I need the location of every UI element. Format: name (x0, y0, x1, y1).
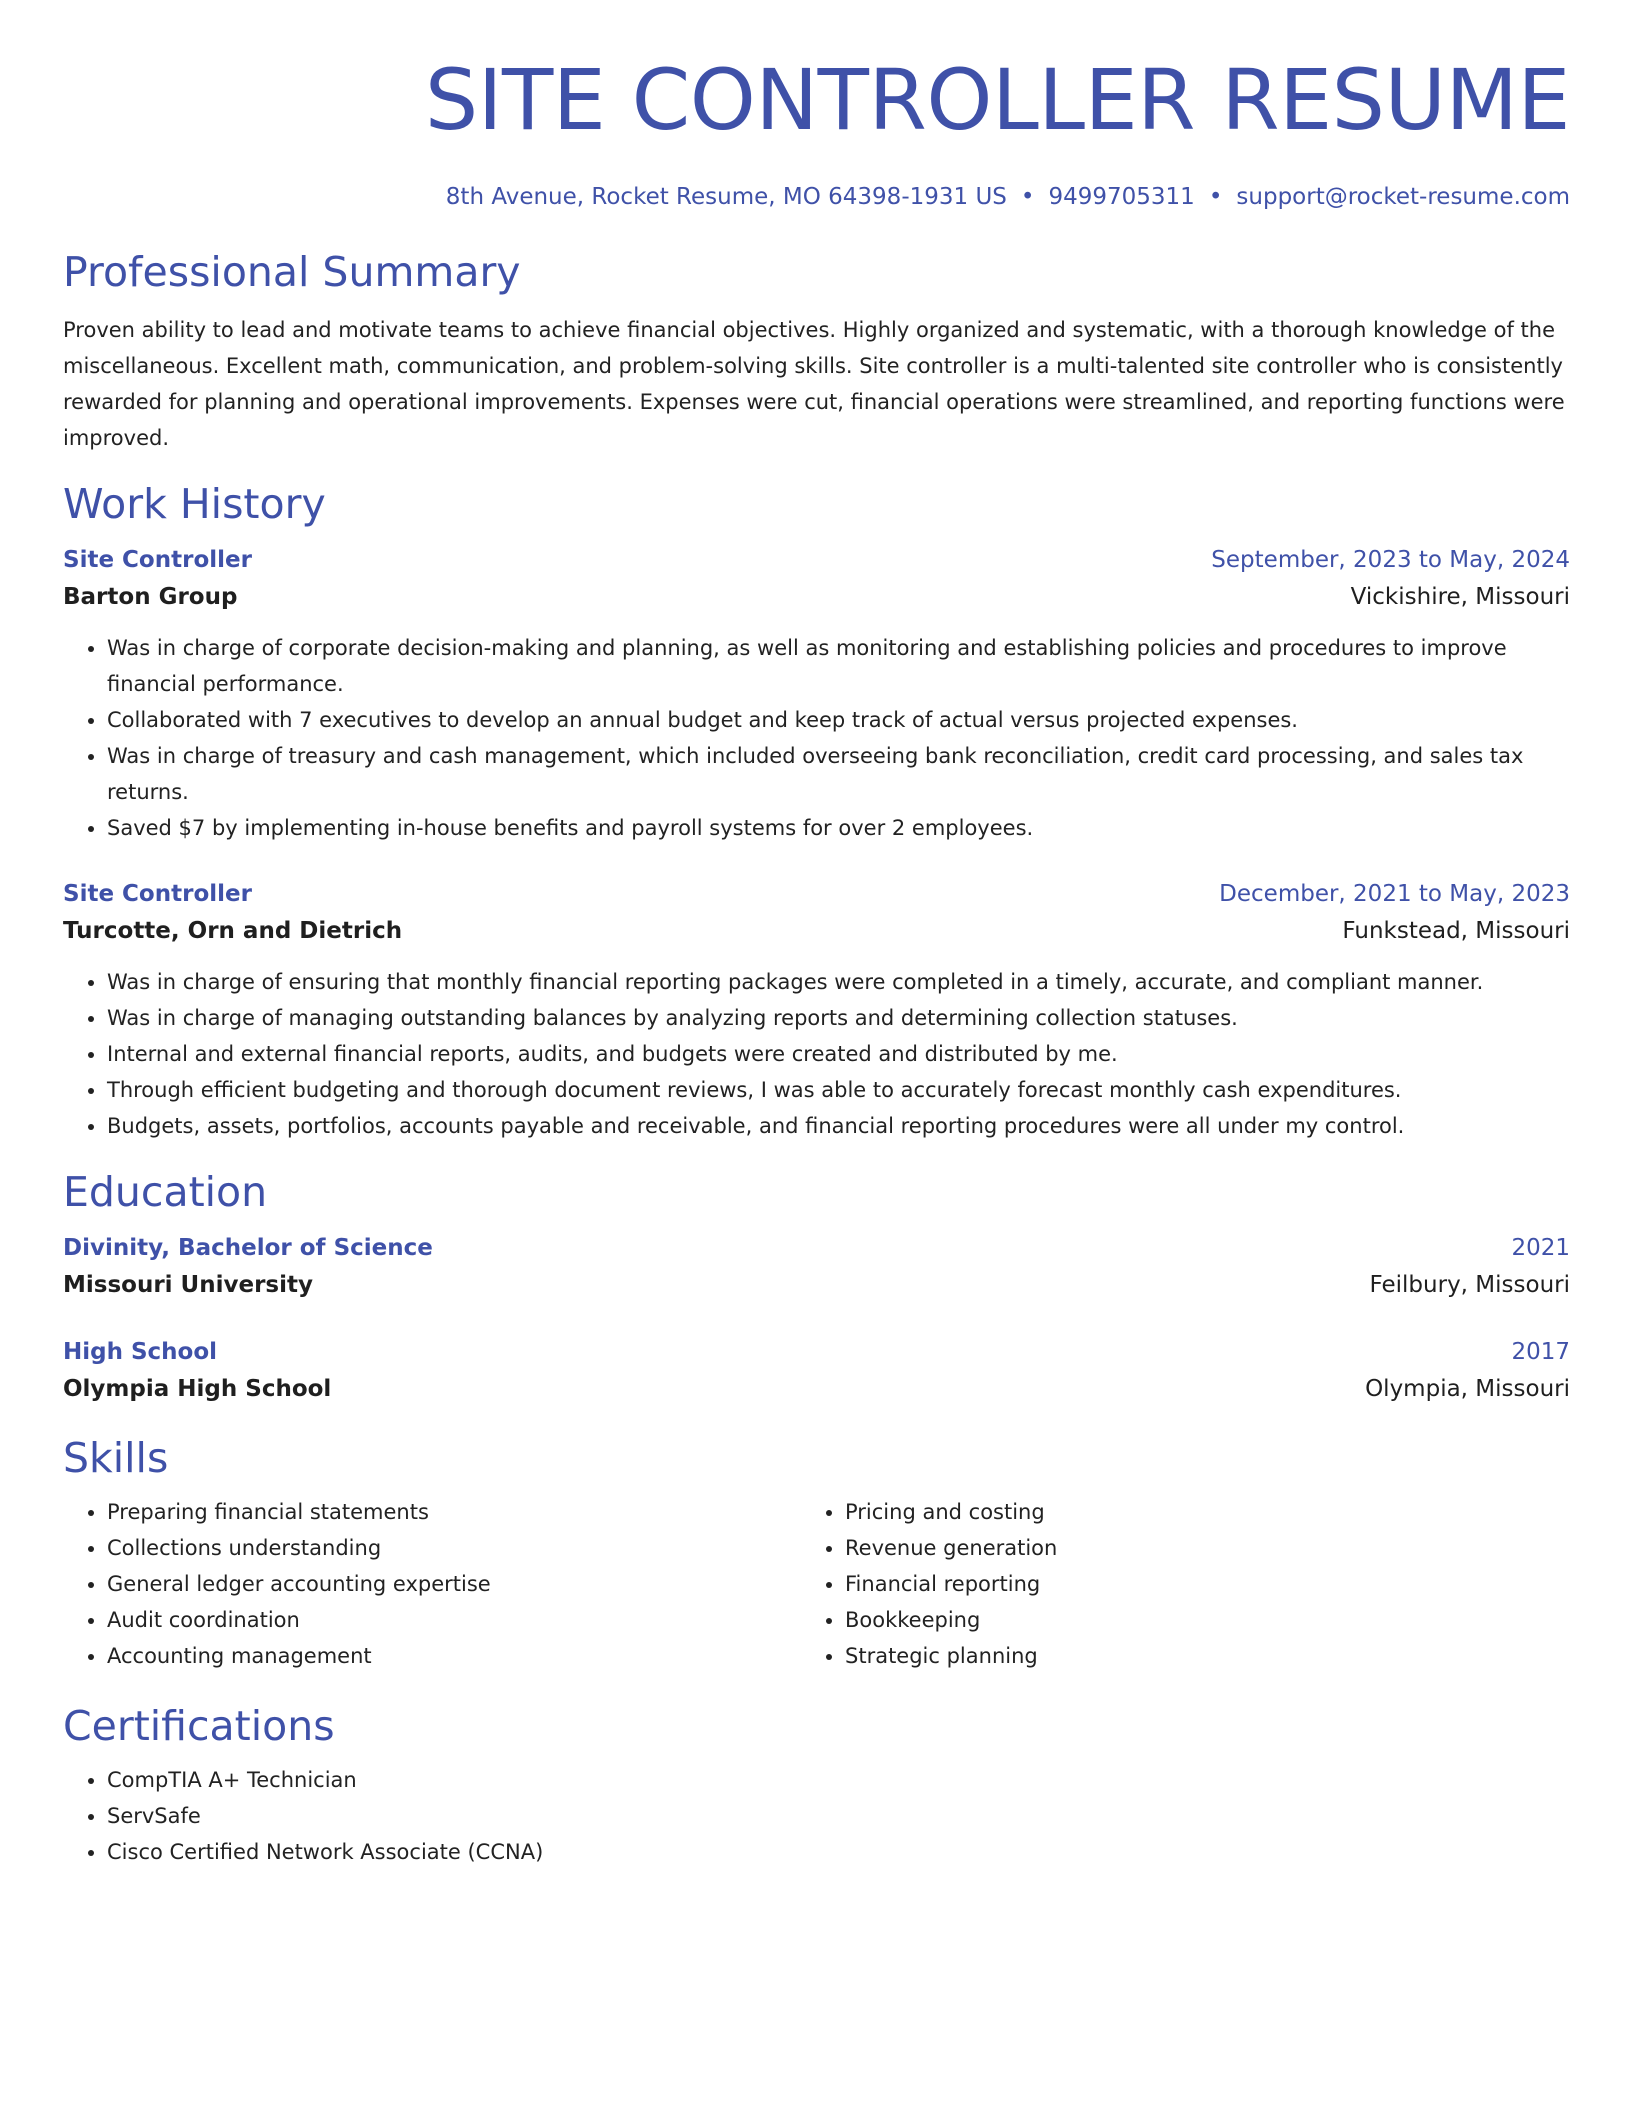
section-heading-summary: Professional Summary (63, 248, 521, 296)
job-title: Site Controller (63, 881, 252, 907)
contact-address: 8th Avenue, Rocket Resume, MO 64398-1931 US (445, 184, 1007, 210)
section-heading-skills: Skills (63, 1434, 169, 1482)
skill-item: • Strategic planning (845, 1638, 1539, 1674)
skill-item: • Collections understanding (107, 1530, 801, 1566)
contact-separator: • (1208, 184, 1223, 210)
job-location: Vickishire, Missouri (1350, 584, 1570, 610)
education-school: Olympia High School (63, 1376, 332, 1402)
contact-email: support@rocket-resume.com (1236, 184, 1570, 210)
education-header (63, 1230, 1570, 1266)
job-header (63, 876, 1570, 912)
job-location: Funkstead, Missouri (1342, 918, 1570, 944)
education-location: Olympia, Missouri (1365, 1376, 1570, 1402)
job-bullets (63, 964, 1570, 1144)
skill-item: • Revenue generation (845, 1530, 1539, 1566)
education-header (63, 1334, 1570, 1370)
certification-item: • Cisco Certified Network Associate (CCNA) (107, 1834, 1570, 1870)
list-item: • Was in charge of treasury and cash management, which included overseeing bank reconciliation, credit card processing, and sales tax returns. (107, 738, 1570, 810)
skill-item: • General ledger accounting expertise (107, 1566, 801, 1602)
education-degree: High School (63, 1339, 218, 1365)
job-employer: Barton Group (63, 584, 238, 610)
education-entry (63, 1230, 1570, 1304)
skill-item: • Financial reporting (845, 1566, 1539, 1602)
job-subheader (63, 578, 1570, 616)
job-title: Site Controller (63, 547, 252, 573)
education-year: 2017 (1511, 1339, 1570, 1365)
education-entry (63, 1334, 1570, 1408)
list-item: • Through efficient budgeting and thorough document reviews, I was able to accurately forecast monthly cash expenditures. (107, 1072, 1570, 1108)
skill-item: • Audit coordination (107, 1602, 801, 1638)
job-entry (63, 876, 1570, 1144)
education-subheader (63, 1370, 1570, 1408)
summary-text: Proven ability to lead and motivate teams to achieve financial objectives. Highly organized and systematic, with a thorough knowledge of the miscellaneous. Excellent math, communication, and problem-solving skills. Site controller is a multi-talented site controller who is consistently rewarded for planning and operational improvements. Expenses were cut, financial operations were streamlined, and reporting functions were improved. (63, 318, 1565, 450)
list-item: • Budgets, assets, portfolios, accounts payable and receivable, and financial reporting procedures were all under my control. (107, 1108, 1570, 1144)
skill-item: • Pricing and costing (845, 1494, 1539, 1530)
skills-column-right (801, 1494, 1539, 1674)
list-item: • Saved $7 by implementing in-house benefits and payroll systems for over 2 employees. (107, 810, 1570, 846)
skill-item: • Accounting management (107, 1638, 801, 1674)
certifications-list (63, 1762, 1570, 1870)
list-item: • Was in charge of ensuring that monthly financial reporting packages were completed in a timely, accurate, and compliant manner. (107, 964, 1570, 1000)
skill-item: • Preparing financial statements (107, 1494, 801, 1530)
skills-column-left (63, 1494, 801, 1674)
skills-grid (63, 1494, 1570, 1674)
contact-phone: 9499705311 (1048, 184, 1195, 210)
contact-separator: • (1020, 184, 1035, 210)
list-item: • Was in charge of managing outstanding balances by analyzing reports and determining collection statuses. (107, 1000, 1570, 1036)
certification-item: • CompTIA A+ Technician (107, 1762, 1570, 1798)
job-subheader (63, 912, 1570, 950)
list-item: • Was in charge of corporate decision-making and planning, as well as monitoring and establishing policies and procedures to improve financial performance. (107, 630, 1570, 702)
section-heading-work-history: Work History (63, 480, 326, 528)
education-degree: Divinity, Bachelor of Science (63, 1235, 433, 1261)
education-school: Missouri University (63, 1272, 313, 1298)
job-bullets (63, 630, 1570, 846)
education-year: 2021 (1511, 1235, 1570, 1261)
education-subheader (63, 1266, 1570, 1304)
job-dates: December, 2021 to May, 2023 (1219, 881, 1570, 907)
section-heading-certifications: Certifications (63, 1702, 335, 1750)
section-heading-education: Education (63, 1168, 268, 1216)
certification-item: • ServSafe (107, 1798, 1570, 1834)
skill-item: • Bookkeeping (845, 1602, 1539, 1638)
education-location: Feilbury, Missouri (1369, 1272, 1570, 1298)
contact-line (63, 180, 1570, 214)
job-employer: Turcotte, Orn and Dietrich (63, 918, 403, 944)
job-header (63, 542, 1570, 578)
list-item: • Internal and external financial reports, audits, and budgets were created and distributed by me. (107, 1036, 1570, 1072)
list-item: • Collaborated with 7 executives to develop an annual budget and keep track of actual versus projected expenses. (107, 702, 1570, 738)
job-entry (63, 542, 1570, 846)
resume-title: SITE CONTROLLER RESUME (424, 51, 1570, 149)
job-dates: September, 2023 to May, 2024 (1211, 547, 1570, 573)
